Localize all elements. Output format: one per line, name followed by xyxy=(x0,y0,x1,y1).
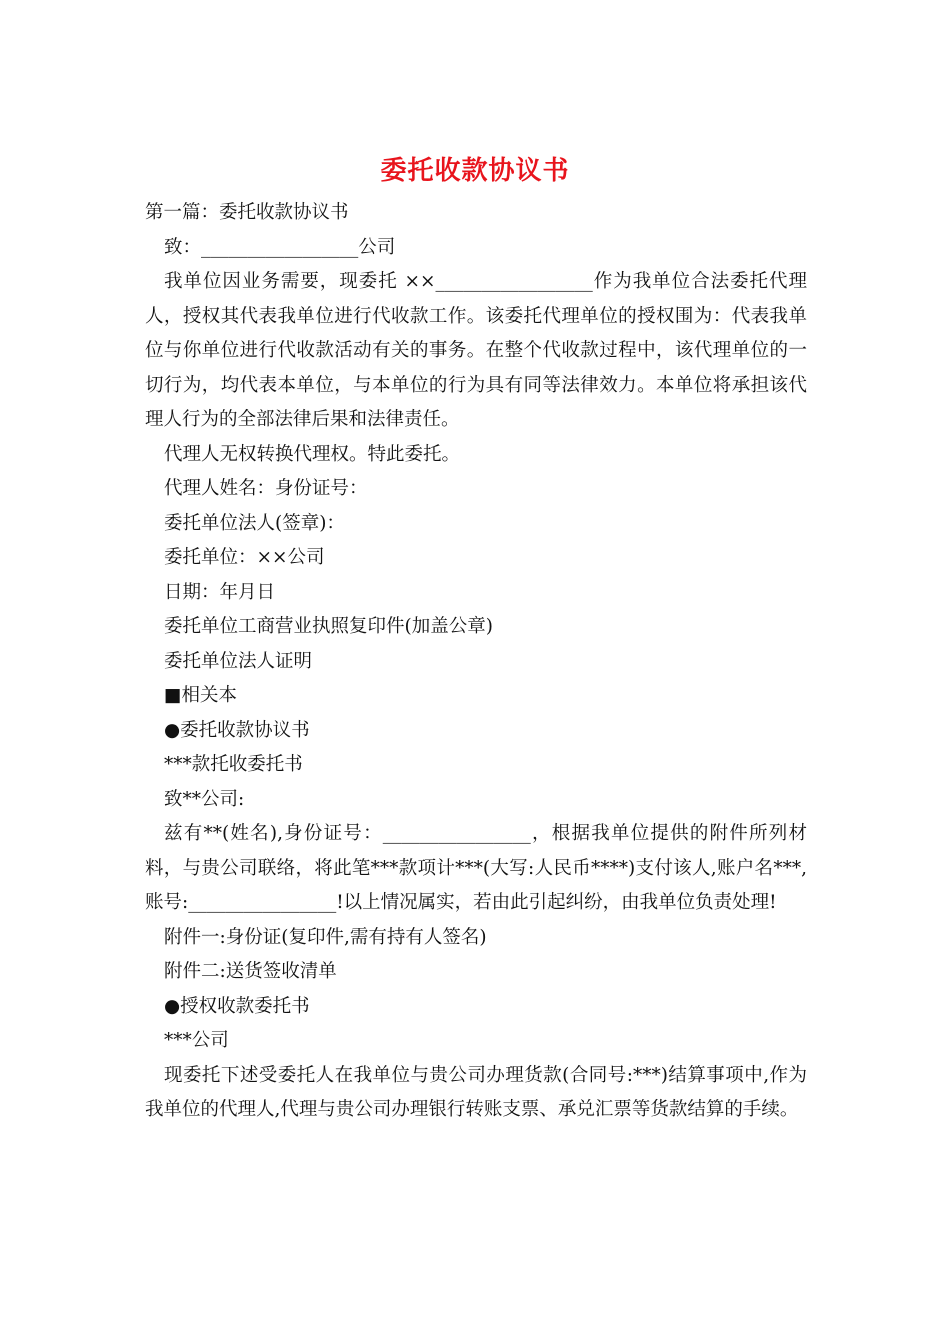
addressee-line: 致：_________________公司 xyxy=(164,236,396,258)
section-heading: 第一篇：委托收款协议书 xyxy=(145,202,349,223)
company-line: ***公司 xyxy=(164,1030,229,1051)
attachment-two: 附件二:送货签收清单 xyxy=(164,961,337,982)
collection-letter-title: ***款托收委托书 xyxy=(164,754,303,775)
collection-paragraph: 兹有**(姓名),身份证号：________________，根据我单位提供的附件所列材料，与贵公司联络，将此笔***款项计***(大写:人民币****)支付该人,账户名***,账号:________________!以上情况属实，若由此引起纠纷，由我单位负责处理! xyxy=(145,823,807,913)
legal-rep-certificate-line: 委托单位法人证明 xyxy=(164,650,313,672)
collection-addressee: 致**公司: xyxy=(164,788,245,810)
authorization-statement: 现委托下述受委托人在我单位与贵公司办理货款(合同号:***)结算事项中,作为我单位的代理人,代理与贵公司办理银行转账支票、承兑汇票等货款结算的手续。 xyxy=(145,1064,807,1120)
authorization-paragraph: 我单位因业务需要，现委托 ××_________________作为我单位合法委托代理人，授权其代表我单位进行代收款工作。该委托代理单位的授权围为：代表我单位与你单位进行代收款活动有关的事务。在整个代收款过程中，该代理单位的一切行为，均代表本单位，与本单位的行为具有同等法律效力。本单位将承担该代理人行为的全部法律后果和法律责任。 xyxy=(145,271,807,430)
attachment-one: 附件一:身份证(复印件,需有持有人签名) xyxy=(164,926,487,948)
date-line: 日期：年月日 xyxy=(164,581,276,603)
document-body xyxy=(145,196,807,1128)
bullet-item-agreement: ●委托收款协议书 xyxy=(164,719,310,741)
bullet-item-authorization: ●授权收款委托书 xyxy=(164,995,310,1017)
no-transfer-line: 代理人无权转换代理权。特此委托。 xyxy=(164,443,461,465)
agent-name-id-line: 代理人姓名：身份证号： xyxy=(164,478,368,499)
related-heading: ■相关本 xyxy=(164,685,237,706)
business-license-line: 委托单位工商营业执照复印件(加盖公章) xyxy=(164,616,493,637)
entrusting-unit-line: 委托单位：××公司 xyxy=(164,547,325,568)
document-title: 委托收款协议书 xyxy=(380,156,570,186)
legal-rep-signature-line: 委托单位法人(签章)： xyxy=(164,512,345,534)
